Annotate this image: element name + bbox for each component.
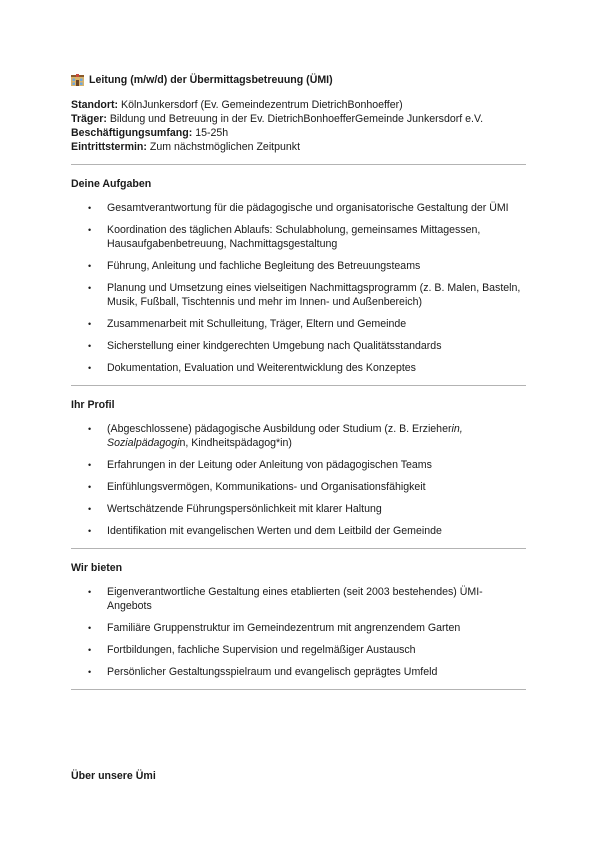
list-item bbox=[71, 524, 526, 538]
list-item bbox=[71, 201, 526, 215]
meta-line bbox=[71, 140, 526, 154]
job-title bbox=[71, 72, 526, 88]
bullet-icon: • bbox=[88, 319, 92, 329]
section-title: Deine Aufgaben bbox=[71, 178, 152, 190]
list-item bbox=[71, 458, 526, 472]
section-divider bbox=[71, 164, 526, 165]
list-item bbox=[71, 339, 526, 353]
list-item bbox=[71, 480, 526, 494]
bullet-icon: • bbox=[88, 482, 92, 492]
section bbox=[71, 177, 526, 375]
list-item bbox=[71, 665, 526, 679]
bullet-icon: • bbox=[88, 341, 92, 351]
list-item-text: Fortbildungen, fachliche Supervision und regelmäßiger Austausch bbox=[107, 644, 416, 656]
bullet-icon: • bbox=[88, 526, 92, 536]
list-item bbox=[71, 621, 526, 635]
meta-line bbox=[71, 126, 526, 140]
meta-label: Träger: bbox=[71, 113, 107, 125]
bullet-icon: • bbox=[88, 283, 92, 293]
section bbox=[71, 561, 526, 679]
section bbox=[71, 398, 526, 538]
meta-label: Standort: bbox=[71, 99, 119, 111]
document-page bbox=[71, 72, 526, 782]
section-title-about: Über unsere Ümi bbox=[71, 770, 156, 782]
bullet-icon: • bbox=[88, 504, 92, 514]
list-item-text: Dokumentation, Evaluation und Weiterentwicklung des Konzeptes bbox=[107, 362, 416, 374]
bullet-icon: • bbox=[88, 363, 92, 373]
list-item-text: Zusammenarbeit mit Schulleitung, Träger, Eltern und Gemeinde bbox=[107, 318, 407, 330]
meta-line bbox=[71, 98, 526, 112]
meta-label: Beschäftigungsumfang: bbox=[71, 127, 193, 139]
list-item bbox=[71, 259, 526, 273]
list-item-text: Erfahrungen in der Leitung oder Anleitung von pädagogischen Teams bbox=[107, 459, 432, 471]
section-divider bbox=[71, 385, 526, 386]
meta-value: 15-25h bbox=[192, 127, 229, 139]
list-item-text: Familiäre Gruppenstruktur im Gemeindezentrum mit angrenzendem Garten bbox=[107, 622, 461, 634]
bullet-icon: • bbox=[88, 261, 92, 271]
meta-line bbox=[71, 112, 526, 126]
bullet-icon: • bbox=[88, 225, 92, 235]
bullet-icon: • bbox=[88, 667, 92, 677]
meta-label: Eintrittstermin: bbox=[71, 141, 147, 153]
list-item-text: Persönlicher Gestaltungsspielraum und evangelisch geprägtes Umfeld bbox=[107, 666, 438, 678]
list-item bbox=[71, 422, 526, 450]
list-item bbox=[71, 502, 526, 516]
bullet-icon: • bbox=[88, 587, 92, 597]
list-item bbox=[71, 223, 526, 251]
bullet-icon: • bbox=[88, 623, 92, 633]
school-building-icon bbox=[71, 74, 84, 86]
bullet-icon: • bbox=[88, 460, 92, 470]
bullet-icon: • bbox=[88, 645, 92, 655]
bullet-list bbox=[71, 201, 526, 375]
list-item-text: (Abgeschlossene) pädagogische Ausbildung oder Studium (z. B. Erzieherin, Sozialpädagogin, Kindheitspädagog*in) bbox=[107, 423, 463, 449]
bullet-icon: • bbox=[88, 424, 92, 434]
list-item-text: Identifikation mit evangelischen Werten und dem Leitbild der Gemeinde bbox=[107, 525, 442, 537]
job-meta bbox=[71, 98, 526, 154]
section-title: Ihr Profil bbox=[71, 399, 115, 411]
list-item-text: Koordination des täglichen Ablaufs: Schulabholung, gemeinsames Mittagessen, Hausaufgabenbetreuung, Nachmittagsgestaltung bbox=[107, 224, 481, 250]
list-item bbox=[71, 317, 526, 331]
list-item bbox=[71, 643, 526, 657]
list-item bbox=[71, 281, 526, 309]
bullet-list bbox=[71, 422, 526, 538]
bullet-icon: • bbox=[88, 203, 92, 213]
list-item bbox=[71, 585, 526, 613]
list-item-text: Wertschätzende Führungspersönlichkeit mit klarer Haltung bbox=[107, 503, 382, 515]
bullet-list bbox=[71, 585, 526, 679]
list-item-text: Sicherstellung einer kindgerechten Umgebung nach Qualitätsstandards bbox=[107, 340, 442, 352]
list-item-text: Führung, Anleitung und fachliche Begleitung des Betreuungsteams bbox=[107, 260, 421, 272]
meta-value: KölnJunkersdorf (Ev. Gemeindezentrum DietrichBonhoeffer) bbox=[118, 99, 403, 111]
section-divider bbox=[71, 548, 526, 549]
list-item-text: Eigenverantwortliche Gestaltung eines etablierten (seit 2003 bestehendes) ÜMI-Angebots bbox=[107, 586, 483, 612]
list-item bbox=[71, 361, 526, 375]
list-item-text: Gesamtverantwortung für die pädagogische und organisatorische Gestaltung der ÜMI bbox=[107, 202, 509, 214]
sections bbox=[71, 164, 526, 782]
list-item-text: Planung und Umsetzung eines vielseitigen Nachmittagsprogramm (z. B. Malen, Basteln, Musik, Fußball, Tischtennis und mehr im Innen- und Außenbereich) bbox=[107, 282, 521, 308]
list-item-text: Einfühlungsvermögen, Kommunikations- und Organisationsfähigkeit bbox=[107, 481, 426, 493]
meta-value: Bildung und Betreuung in der Ev. DietrichBonhoefferGemeinde Junkersdorf e.V. bbox=[106, 113, 484, 125]
job-title-text: Leitung (m/w/d) der Übermittagsbetreuung (ÜMI) bbox=[89, 74, 333, 86]
meta-value: Zum nächstmöglichen Zeitpunkt bbox=[146, 141, 301, 153]
section-title: Wir bieten bbox=[71, 562, 123, 574]
section-divider bbox=[71, 689, 526, 690]
